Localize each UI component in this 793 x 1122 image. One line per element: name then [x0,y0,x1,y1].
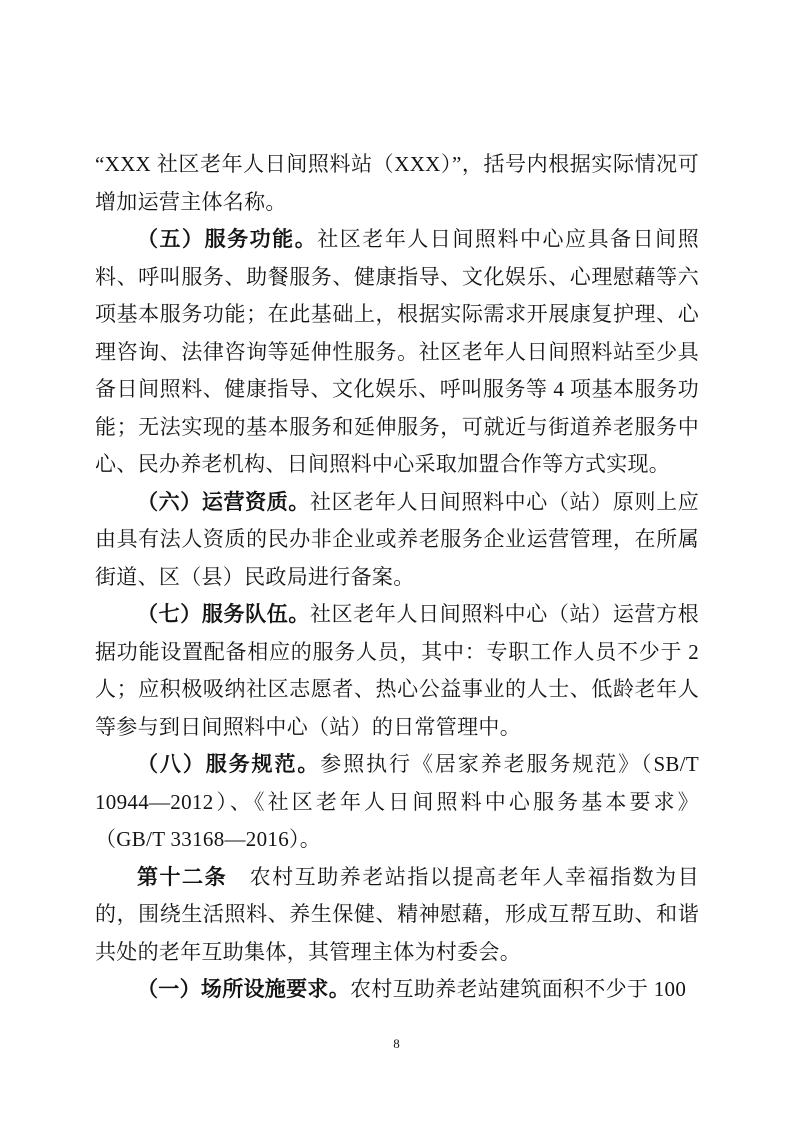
paragraph-lead: 第十二条 [137,864,228,889]
paragraph [95,746,699,859]
document-body [95,146,699,1009]
paragraph-lead: （五）服务功能。 [137,227,318,251]
paragraph-body: 社区老年人日间照料中心（站）运营方根据功能设置配备相应的服务人员，其中：专职工作人员不少于 2 人；应积极吸纳社区志愿者、热心公益事业的人士、低龄老年人等参与到日间照料中心（站）的日常管理中。 [95,602,699,739]
paragraph-lead: （一）场所设施要求。 [137,977,350,1001]
paragraph-lead: （六）运营资质。 [137,489,311,514]
paragraph-body: 参照执行《居家养老服务规范》（SB/T 10944—2012）、《社区老年人日间照料中心服务基本要求》（GB/T 33168—2016）。 [95,752,700,851]
paragraph-lead: （八）服务规范。 [137,752,321,776]
page-number: 8 [393,1036,400,1051]
paragraph [95,221,699,484]
paragraph-body: 农村互助养老站建筑面积不少于 100 [350,977,687,1001]
paragraph-body: “XXX 社区老年人日间照料站（XXX）”，括号内根据实际情况可增加运营主体名称。 [95,152,699,214]
paragraph [95,859,699,972]
paragraph-body: 社区老年人日间照料中心应具备日间照料、呼叫服务、助餐服务、健康指导、文化娱乐、心理慰藉等六项基本服务功能；在此基础上，根据实际需求开展康复护理、心理咨询、法律咨询等延伸性服务。社区老年人日间照料站至少具备日间照料、健康指导、文化娱乐、呼叫服务等 4 项基本服务功能；无法实现的基本服务和延伸服务，可就近与街道养老服务中心、民办养老机构、日间照料中心采取加盟合作等方式实现。 [95,227,699,476]
paragraph-body: 农村互助养老站指以提高老年人幸福指数为目的，围绕生活照料、养生保健、精神慰藉，形成互帮互助、和谐共处的老年互助集体，其管理主体为村委会。 [95,864,699,964]
paragraph [95,146,699,221]
paragraph [95,484,699,597]
paragraph-lead: （七）服务队伍。 [137,602,311,626]
paragraph [95,596,699,746]
paragraph [95,971,699,1009]
paragraph-body: 社区老年人日间照料中心（站）原则上应由具有法人资质的民办非企业或养老服务企业运营管理，在所属街道、区（县）民政局进行备案。 [95,489,699,589]
